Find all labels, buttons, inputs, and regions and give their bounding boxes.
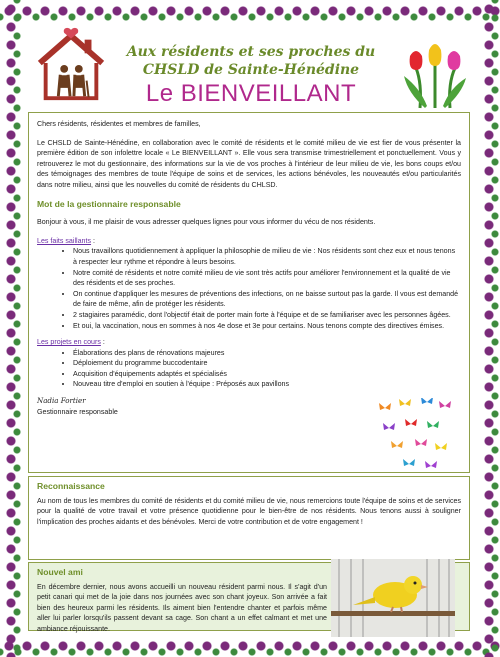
list-item: • On continue d'appliquer les mesures de préventions des infections, on ne baisse surtout pas la garde. Il vous est demandé de faire de même, afin de protéger les résidents.	[73, 289, 461, 310]
recognition-box	[28, 476, 470, 560]
projects-heading: Les projets en cours :	[37, 338, 105, 347]
floral-border-bottom	[0, 635, 500, 657]
list-item: • Nous travaillons quotidiennement à appliquer la philosophie de milieu de vie : Nos résidents sont chez eux et nous tenons à respecter leur rythme et répondre à leurs besoins.	[73, 246, 461, 267]
intro-paragraph: Le CHSLD de Sainte-Hénédine, en collaboration avec le comité de résidents et le comité milieu de vie est fier de vous présenter la première édition de son infolettre locale « Le BIENVEILLANT ». Elle vous sera transmise trimestriellement et ponctuellement. Vous y retrouverez le mot du gestionnaire, des informations sur la vie de vos proches à l'intérieur de leur milieu de vie, les bons coups et/ou des témoignages des membres de toute l'équipe de soins et de services, les actions bénévoles, les nouveautés et/ou particularités dans notre milieu, ainsi que les nouvelles du comité de résidents du CHLSD.	[37, 138, 461, 189]
list-item: • Acquisition d'équipements adaptés et spécialisés	[73, 369, 461, 380]
projects-label: Les projets en cours	[37, 338, 101, 347]
signature-name: Nadia Fortier	[37, 396, 86, 406]
facts-heading: Les faits saillants :	[37, 236, 95, 245]
new-friend-title: Nouvel ami	[37, 567, 83, 577]
greeting: Chers résidents, résidentes et membres de familles,	[37, 120, 201, 128]
facts-list	[37, 246, 461, 331]
floral-border-right	[478, 0, 500, 657]
list-item: • Élaborations des plans de rénovations majeures	[73, 348, 461, 359]
signature-role: Gestionnaire responsable	[37, 407, 118, 416]
list-item: • Notre comité de résidents et notre comité milieu de vie sont très actifs pour améliorer l'environnement et la qualité de vie des résidents et de ses proches.	[73, 268, 461, 289]
new-friend-text: En décembre dernier, nous avons accueilli un nouveau résident parmi nous. Il s'agit d'un petit canari qui met de la joie dans nos journées avec son chant joyeux. Son arrivée a fait bien des heureux parmi les résidents. Ils aiment bien l'entendre chanter et parfois même aller lui parler lorsqu'ils passent devant sa cage. Son chant a un effet calmant et met une ambiance réjouissante.	[37, 582, 327, 633]
house-heart-icon	[32, 26, 110, 104]
canary-photo	[331, 559, 455, 637]
new-friend-box	[28, 562, 470, 631]
projects-list	[37, 348, 461, 390]
floral-border-left	[0, 0, 22, 657]
list-item: • Nouveau titre d'emploi en soutien à l'équipe : Préposés aux pavillons	[73, 379, 461, 390]
header-line-1: Aux résidents et ses proches du	[126, 44, 376, 60]
list-item: • Et oui, la vaccination, nous en sommes à nos 4e dose et 3e pour certains. Nous tenons compte des directives émises.	[73, 321, 461, 332]
main-content-box	[28, 112, 470, 473]
recognition-title: Reconnaissance	[37, 481, 105, 491]
list-item: • 2 stagiaires paramédic, dont l'objectif était de porter main forte à l'équipe et de se familiariser avec les personnes âgées.	[73, 310, 461, 321]
recognition-text: Au nom de tous les membres du comité de résidents et du comité milieu de vie, nous remercions toute l'équipe de soins et de services pour la qualité de votre travail et votre présence quotidienne pour le bien-être de nos résidents. Nous tenons aussi à souligner l'implication des proches aidants et des bénévoles. Merci de votre contribution et de votre engagement !	[37, 496, 461, 526]
header-line-2: CHSLD de Sainte-Hénédine	[142, 62, 360, 78]
manager-intro: Bonjour à vous, il me plaisir de vous adresser quelques lignes pour vous informer du vécu de nos résidents.	[37, 218, 376, 227]
tulips-icon	[400, 38, 470, 110]
list-item: • Déploiement du programme buccodentaire	[73, 358, 461, 369]
manager-section-title: Mot de la gestionnaire responsable	[37, 198, 181, 209]
newsletter-page	[28, 24, 472, 633]
facts-label: Les faits saillants	[37, 236, 92, 245]
butterflies-icon	[375, 398, 455, 474]
newsletter-title: Le BIENVEILLANT	[145, 80, 357, 107]
newsletter-header	[28, 24, 472, 112]
floral-border-top	[0, 0, 500, 22]
